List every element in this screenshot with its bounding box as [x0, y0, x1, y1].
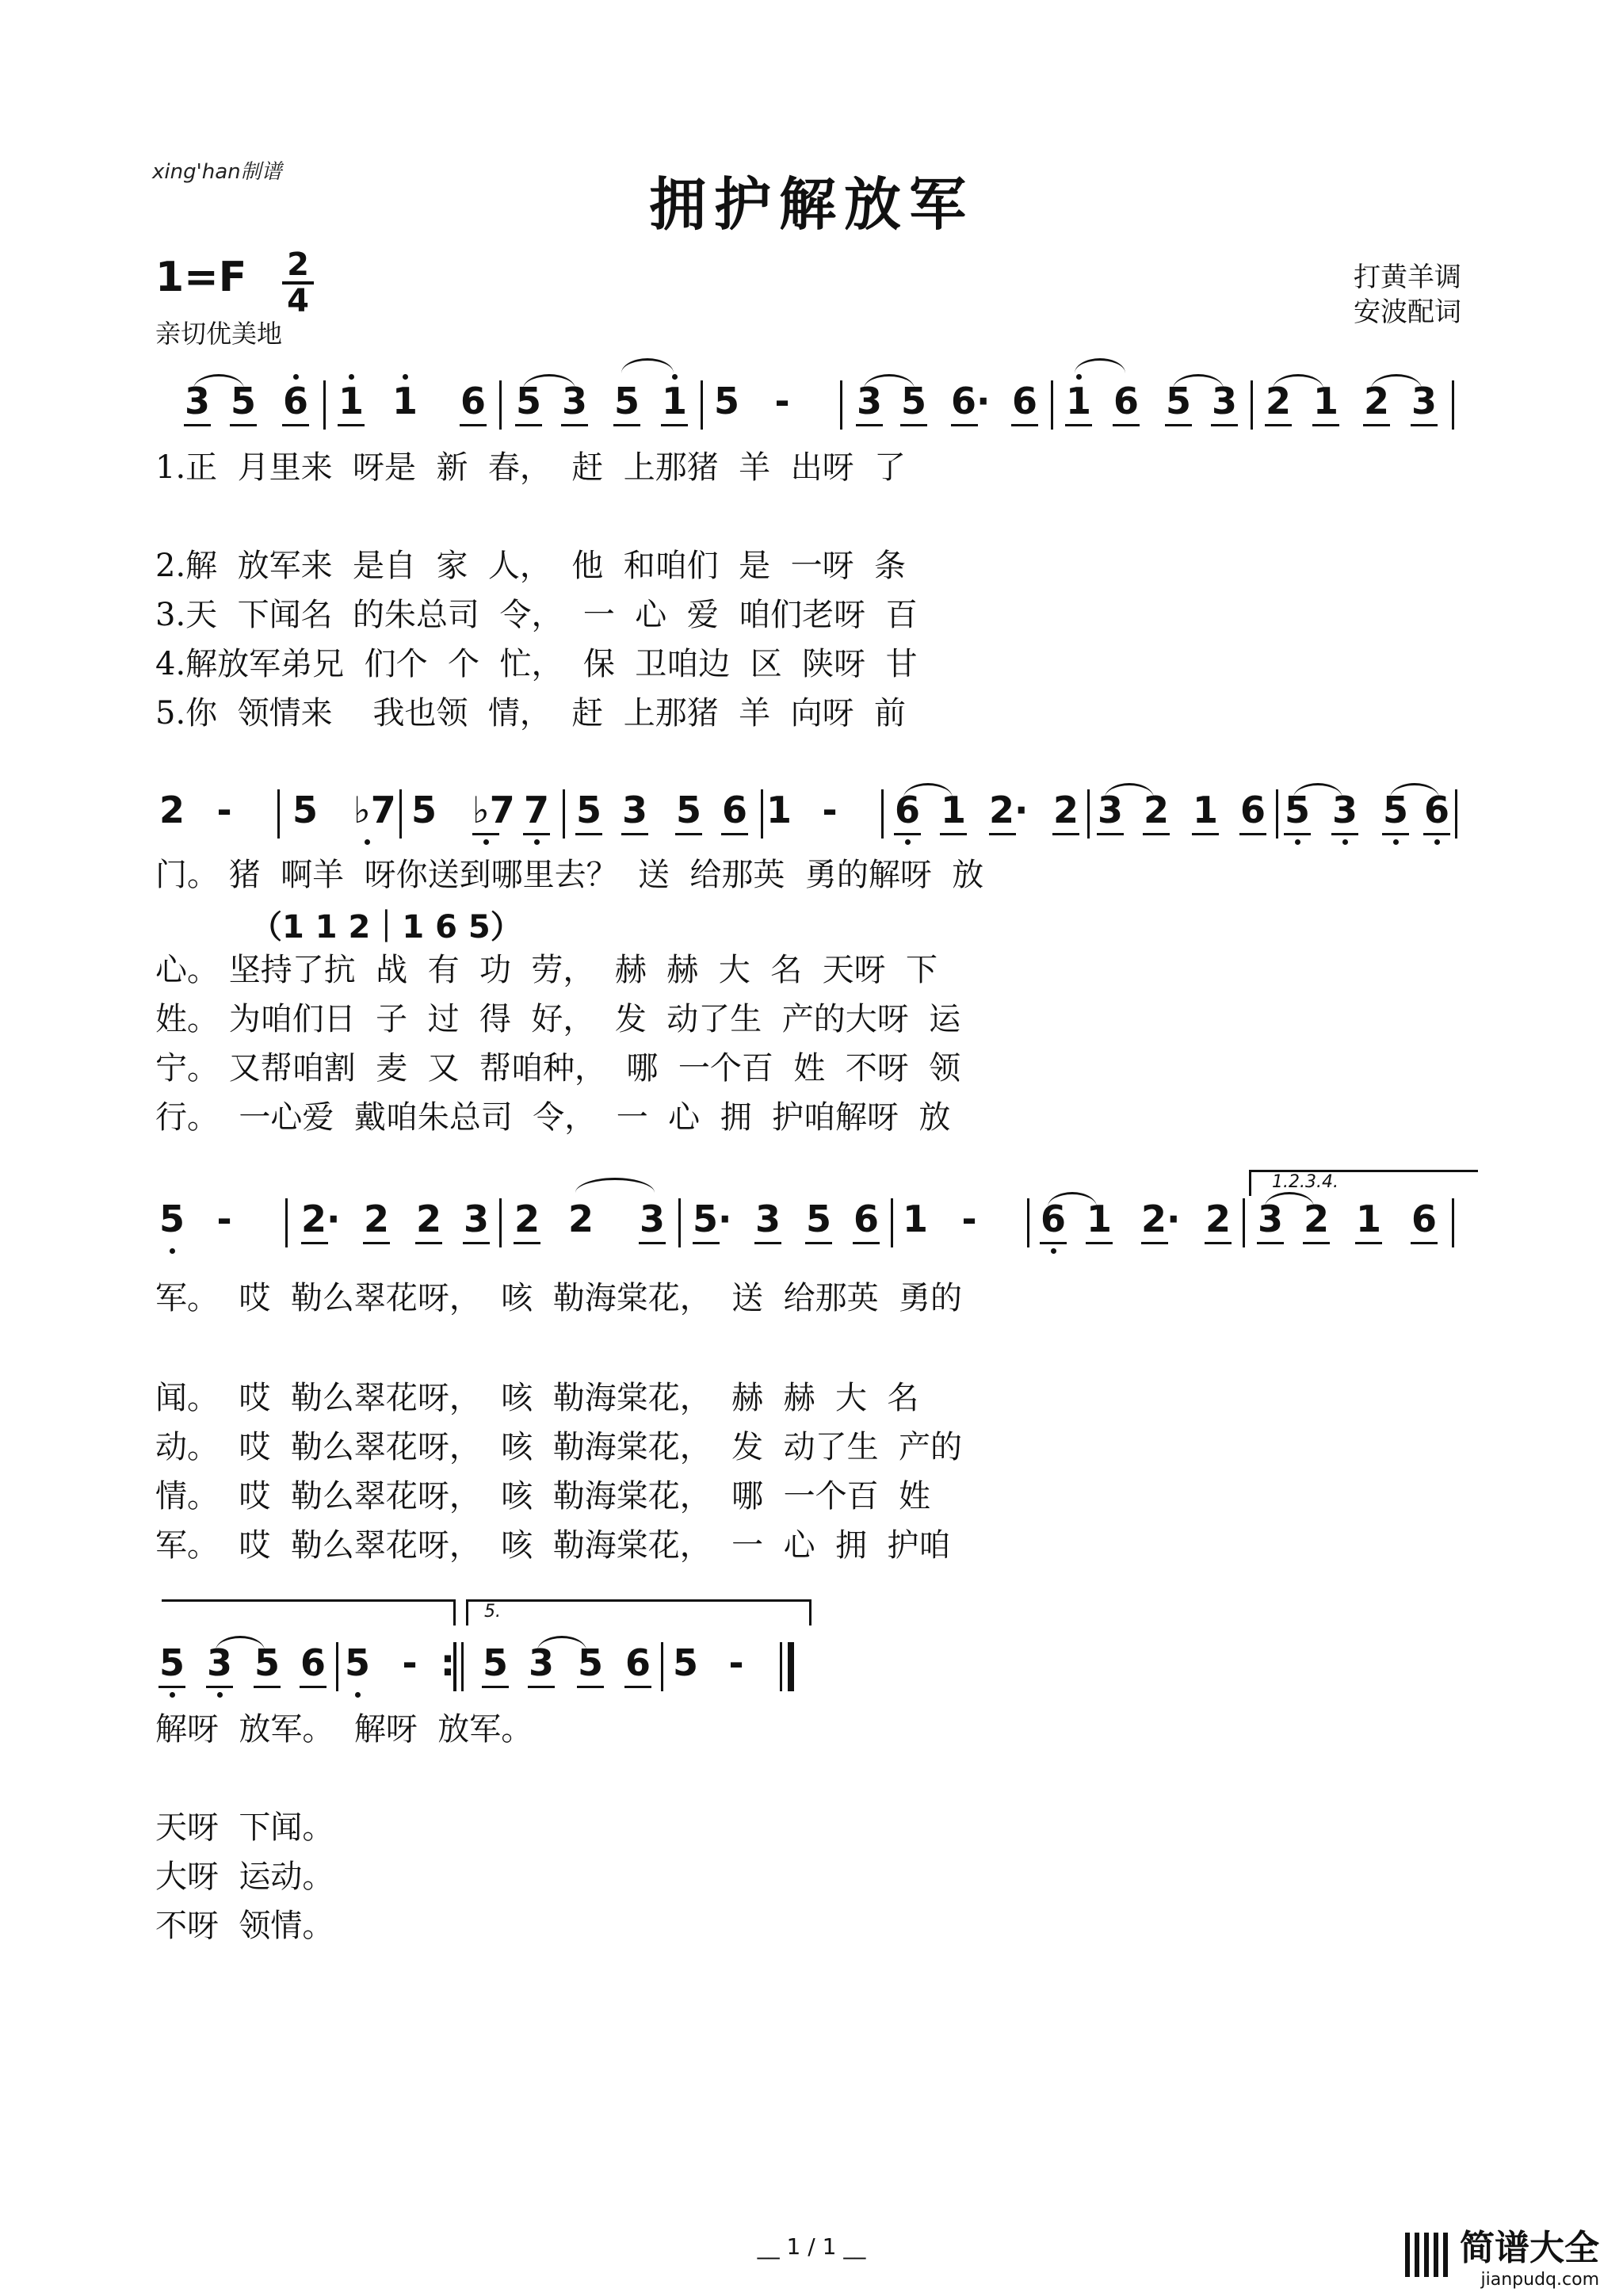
- note: 7: [523, 789, 549, 831]
- note: 3: [856, 380, 882, 422]
- note: 6: [721, 789, 747, 831]
- volta-2: [466, 1599, 812, 1626]
- barline: [1243, 1198, 1245, 1247]
- note: 6: [1113, 380, 1139, 422]
- barline: [881, 789, 884, 839]
- note: 3: [561, 380, 587, 422]
- note: 3: [754, 1198, 781, 1240]
- note: 6: [1239, 789, 1266, 831]
- barline: [1455, 789, 1457, 839]
- piano-icon: [1405, 2233, 1449, 2277]
- lyrics-verse-2: 闻。 哎 勒么翠花呀， 咳 勒海棠花， 赫 赫 大 名: [155, 1380, 919, 1416]
- note: 2·: [301, 1198, 341, 1240]
- note: 5: [675, 789, 701, 831]
- note: 6: [894, 789, 920, 831]
- notation-system-3: [0, 1198, 1623, 1270]
- note: 1: [1065, 380, 1091, 422]
- note: 1: [1192, 789, 1218, 831]
- note: 2: [1303, 1198, 1329, 1240]
- barline: [461, 1642, 464, 1691]
- lyrics-verse-1: 解呀 放军。 解呀 放军。: [155, 1711, 533, 1748]
- note: 5: [230, 380, 256, 422]
- barline: [499, 380, 502, 430]
- barline: [1276, 789, 1278, 839]
- note: 2·: [989, 789, 1029, 831]
- lyrics-verse-3: 动。 哎 勒么翠花呀， 咳 勒海棠花， 发 动了生 产的: [155, 1429, 963, 1465]
- note: 5·: [693, 1198, 732, 1240]
- note: 2: [1052, 789, 1079, 831]
- volta-1-continued: [162, 1599, 456, 1626]
- note: 6: [1423, 789, 1449, 831]
- note: 3: [621, 789, 647, 831]
- barline: [840, 380, 842, 430]
- volta-2-label: 5.: [484, 1602, 501, 1622]
- lyrics-verse-5: 5.你 领情来 我也领 情， 赶 上那猪 羊 向呀 前: [155, 695, 907, 732]
- note: 2: [158, 789, 185, 831]
- key-signature: 1=F: [155, 254, 247, 301]
- slur: [1075, 358, 1125, 373]
- note: 5: [344, 1641, 370, 1684]
- tune-source: 打黄羊调: [1354, 262, 1461, 293]
- note: 1: [902, 1198, 928, 1240]
- note: 6: [1040, 1198, 1066, 1240]
- slur: [216, 1636, 265, 1651]
- note: 2·: [1141, 1198, 1181, 1240]
- barline: [453, 1642, 456, 1691]
- note: -: [216, 1198, 232, 1240]
- credit: xing'han制谱: [152, 160, 282, 184]
- note: -: [728, 1641, 744, 1684]
- lyrics-verse-5: 军。 哎 勒么翠花呀， 咳 勒海棠花， 一 心 拥 护咱: [155, 1527, 951, 1564]
- note: 2: [1363, 380, 1389, 422]
- note: 5: [158, 1641, 185, 1684]
- tempo-marking: 亲切优美地: [155, 319, 283, 349]
- brand-logo: [1405, 2219, 1599, 2290]
- note: 3: [1097, 789, 1123, 831]
- note: 6: [460, 380, 486, 422]
- note: 2: [1205, 1198, 1231, 1240]
- note: -: [402, 1641, 418, 1684]
- note: 1: [1312, 380, 1338, 422]
- note: 1: [1355, 1198, 1381, 1240]
- slur: [575, 1178, 655, 1193]
- repeat-sign: :: [440, 1641, 456, 1684]
- note: 5: [482, 1641, 508, 1684]
- note: 1: [338, 380, 364, 422]
- slur: [1173, 374, 1224, 389]
- note: 5: [158, 1198, 185, 1240]
- note: 3: [1257, 1198, 1283, 1240]
- note: 3: [206, 1641, 232, 1684]
- slur: [903, 783, 953, 798]
- barline: [285, 1198, 288, 1247]
- barline: [1452, 1198, 1454, 1247]
- note: 3: [1411, 380, 1437, 422]
- note: 5: [577, 1641, 603, 1684]
- note: 5: [575, 789, 601, 831]
- note: 6: [282, 380, 308, 422]
- note: 2: [567, 1198, 594, 1240]
- volta-1-label: 1.2.3.4.: [1272, 1172, 1338, 1192]
- note: -: [774, 380, 790, 422]
- note: 6·: [951, 380, 991, 422]
- note: 1: [766, 789, 792, 831]
- note: 3: [528, 1641, 554, 1684]
- notation-system-4: [0, 1642, 1623, 1713]
- note: 3: [1331, 789, 1358, 831]
- note: 2: [514, 1198, 540, 1240]
- note: 5: [1382, 789, 1408, 831]
- barline: [780, 1642, 782, 1691]
- slur: [1048, 1192, 1097, 1207]
- barline: [1027, 1198, 1029, 1247]
- lyrics-verse-1: 军。 哎 勒么翠花呀， 咳 勒海棠花， 送 给那英 勇的: [155, 1280, 963, 1316]
- slur: [1371, 374, 1422, 389]
- barline: [761, 789, 763, 839]
- barline: [399, 789, 402, 839]
- barline: [1251, 380, 1253, 430]
- note: 6: [1011, 380, 1037, 422]
- barline: [563, 789, 565, 839]
- barline: [323, 380, 326, 430]
- note: 5: [613, 380, 640, 422]
- slur: [523, 374, 575, 389]
- note: -: [216, 789, 232, 831]
- lyrics-verse-2: 2.解 放军来 是自 家 人， 他 和咱们 是 一呀 条: [155, 548, 907, 584]
- note: 5: [254, 1641, 280, 1684]
- note: 6: [624, 1641, 651, 1684]
- notation-system-1: [0, 380, 1623, 452]
- notation-system-2: [0, 789, 1623, 861]
- barline: [499, 1198, 502, 1247]
- slur: [621, 358, 674, 373]
- lyrics-verse-4: 大呀 运动。: [155, 1859, 334, 1895]
- brand-name: 简谱大全: [1460, 2228, 1599, 2268]
- note: 3: [639, 1198, 665, 1240]
- slur: [864, 374, 915, 389]
- slur: [537, 1636, 586, 1651]
- note: 2: [363, 1198, 389, 1240]
- note: 6: [300, 1641, 326, 1684]
- slur: [1390, 783, 1439, 798]
- lyricist: 安波配词: [1354, 296, 1461, 328]
- time-bottom: 4: [287, 283, 309, 319]
- lyrics-verse-4: 4.解放军弟兄 们个 个 忙， 保 卫咱边 区 陕呀 甘: [155, 646, 918, 682]
- note: 5: [900, 380, 926, 422]
- note: 3: [463, 1198, 489, 1240]
- note: 3: [1211, 380, 1237, 422]
- note: 1: [391, 380, 418, 422]
- lyrics-verse-5: 行。 一心爱 戴咱朱总司 令， 一 心 拥 护咱解呀 放: [155, 1099, 951, 1136]
- brand-url: jianpudq.com: [1480, 2270, 1599, 2290]
- barline: [1087, 789, 1090, 839]
- barline: [891, 1198, 893, 1247]
- note: 5: [292, 789, 318, 831]
- lyrics-verse-1: 门。 猪 啊羊 呀你送到哪里去？ 送 给那英 勇的解呀 放: [155, 857, 984, 893]
- note: 5: [411, 789, 437, 831]
- slur: [1273, 374, 1323, 389]
- note: 2: [1143, 789, 1169, 831]
- barline: [336, 1642, 338, 1691]
- note: 1: [661, 380, 687, 422]
- lyrics-verse-4: 宁。 又帮咱割 麦 又 帮咱种， 哪 一个百 姓 不呀 领: [155, 1050, 961, 1087]
- note: 5: [713, 380, 739, 422]
- barline: [661, 1642, 663, 1691]
- barline: [1051, 380, 1053, 430]
- note: -: [961, 1198, 977, 1240]
- slur: [1293, 783, 1342, 798]
- lyrics-verse-3: 天呀 下闻。: [155, 1809, 334, 1846]
- barline: [678, 1198, 681, 1247]
- lyrics-verse-2: 心。 坚持了抗 战 有 功 劳， 赫 赫 大 名 天呀 下: [155, 952, 938, 988]
- slur: [1105, 783, 1154, 798]
- page-title: 拥护解放军: [648, 170, 974, 238]
- lyrics-verse-3: 姓。 为咱们日 子 过 得 好， 发 动了生 产的大呀 运: [155, 1001, 961, 1037]
- note: 5: [805, 1198, 831, 1240]
- final-barline: [788, 1642, 794, 1691]
- barline: [277, 789, 280, 839]
- page-number: __ 1 / 1 __: [757, 2233, 866, 2260]
- note: ♭7: [472, 789, 515, 831]
- note: 6: [853, 1198, 879, 1240]
- note: 5: [672, 1641, 698, 1684]
- time-top: 2: [287, 246, 309, 283]
- note: 2: [415, 1198, 441, 1240]
- note: 5: [1284, 789, 1310, 831]
- barline: [1452, 380, 1454, 430]
- note: 5: [515, 380, 541, 422]
- lyrics-verse-1: 1.正 月里来 呀是 新 春， 赶 上那猪 羊 出呀 了: [155, 449, 907, 486]
- note: 3: [184, 380, 210, 422]
- lyrics-verse-5: 不呀 领情。: [155, 1908, 334, 1944]
- lyrics-verse-4: 情。 哎 勒么翠花呀， 咳 勒海棠花， 哪 一个百 姓: [155, 1478, 931, 1515]
- note: 1: [940, 789, 966, 831]
- time-signature: [282, 246, 314, 319]
- slur: [193, 374, 244, 389]
- optional-notes: （1 1 2｜1 6 5）: [250, 909, 522, 946]
- barline: [701, 380, 703, 430]
- note: -: [822, 789, 838, 831]
- note: 6: [1411, 1198, 1437, 1240]
- note: 2: [1265, 380, 1291, 422]
- lyrics-verse-3: 3.天 下闻名 的朱总司 令， 一 心 爱 咱们老呀 百: [155, 597, 918, 633]
- note: 1: [1086, 1198, 1112, 1240]
- note: ♭7: [353, 789, 396, 831]
- note: 5: [1165, 380, 1191, 422]
